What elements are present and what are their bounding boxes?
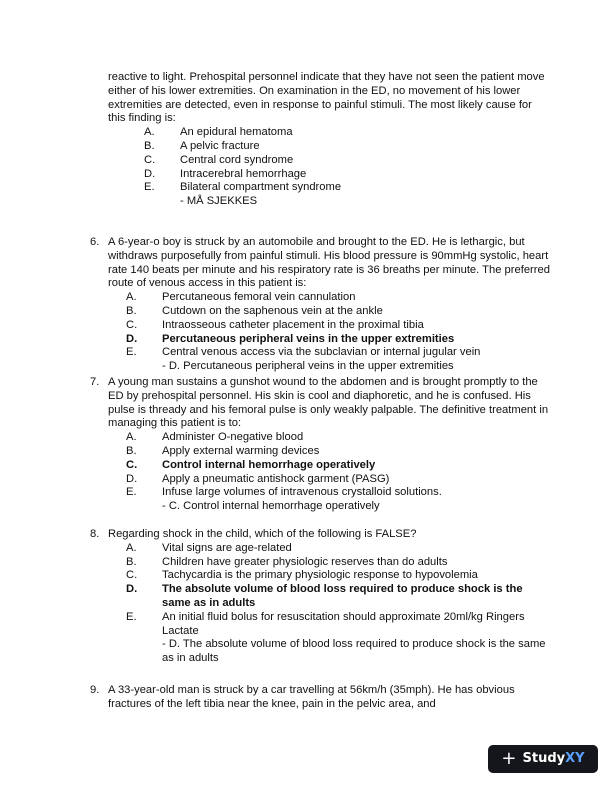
option-b: B. Children have greater physiologic reserves than do adults xyxy=(126,555,448,568)
question-number: 7. xyxy=(90,376,100,388)
answer-note: - C. Control internal hemorrhage operatively xyxy=(162,500,380,513)
option-c-correct: C. Control internal hemorrhage operatively xyxy=(126,458,376,471)
option-d: D. Apply a pneumatic antishock garment (PASG) xyxy=(126,472,390,485)
question-5-continuation xyxy=(108,71,548,209)
question-9 xyxy=(90,684,550,712)
studyxy-logo xyxy=(488,745,598,773)
option-e: E. Bilateral compartment syndrome xyxy=(144,181,342,194)
answer-note: - D. The absolute volume of blood loss required to produce shock is the same as in adults xyxy=(162,638,546,665)
question-text: A 6-year-o boy is struck by an automobile and brought to the ED. He is lethargic, but withdraws purposefully from painful stimuli. His blood pressure is 90mmHg systolic, heart rate 140 beats per minute and his respiratory rate is 36 breaths per minute. The preferred route of venous access in this patient is: xyxy=(108,236,550,290)
options-list xyxy=(126,431,550,500)
option-b: B. Apply external warming devices xyxy=(126,444,320,457)
question-text: A 33-year-old man is struck by a car travelling at 56km/h (35mph). He has obvious fractures of the left tibia near the knee, pain in the pelvic area, and xyxy=(108,684,515,710)
question-6 xyxy=(90,236,550,374)
plus-icon: + xyxy=(501,748,517,769)
option-a: A. An epidural hematoma xyxy=(144,126,293,139)
question-8 xyxy=(90,528,550,666)
question-text: Regarding shock in the child, which of the following is FALSE? xyxy=(108,528,417,540)
logo-text-main: Study xyxy=(522,751,566,767)
option-c: C. Intraosseous catheter placement in the proximal tibia xyxy=(126,318,424,331)
option-e: E. Infuse large volumes of intravenous crystalloid solutions. xyxy=(126,486,442,499)
option-d: D. Intracerebral hemorrhage xyxy=(144,167,307,180)
option-b: B. A pelvic fracture xyxy=(144,139,260,152)
answer-note: - MÅ SJEKKES xyxy=(180,195,258,208)
question-number: 6. xyxy=(90,236,100,248)
question-7 xyxy=(90,376,550,514)
question-number: 9. xyxy=(90,684,100,696)
question-text: reactive to light. Prehospital personnel indicate that they have not seen the patient move either of his lower extremities. On examination in the ED, no movement of his lower extremities are detected, even in response to painful stimuli. The most likely cause for this finding is: xyxy=(108,71,545,125)
option-b: B. Cutdown on the saphenous vein at the ankle xyxy=(126,304,383,317)
option-a: A. Percutaneous femoral vein cannulation xyxy=(126,291,356,304)
option-c: C. Tachycardia is the primary physiologic response to hypovolemia xyxy=(126,569,478,582)
logo-text-accent: XY xyxy=(565,751,585,767)
option-c: C. Central cord syndrome xyxy=(144,153,294,166)
question-number: 8. xyxy=(90,528,100,540)
options-list xyxy=(144,126,548,195)
option-a: A. Vital signs are age-related xyxy=(126,541,292,554)
answer-note: - D. Percutaneous peripheral veins in the upper extremities xyxy=(162,360,454,373)
option-e: E. An initial fluid bolus for resuscitation should approximate 20ml/kg Ringers Lactate xyxy=(126,610,525,637)
option-d-correct: D. Percutaneous peripheral veins in the upper extremities xyxy=(126,332,455,345)
option-e: E. Central venous access via the subclavian or internal jugular vein xyxy=(126,346,481,359)
options-list xyxy=(126,291,550,360)
option-d-correct: D. The absolute volume of blood loss required to produce shock is the same as in adults xyxy=(126,583,523,609)
option-a: A. Administer O-negative blood xyxy=(126,431,304,444)
options-list xyxy=(126,542,550,639)
question-text: A young man sustains a gunshot wound to the abdomen and is brought promptly to the ED by prehospital personnel. His skin is cool and diaphoretic, and he is confused. His pulse is thready and his femoral pulse is only weakly palpable. The definitive treatment in managing this patient is to: xyxy=(108,376,549,430)
